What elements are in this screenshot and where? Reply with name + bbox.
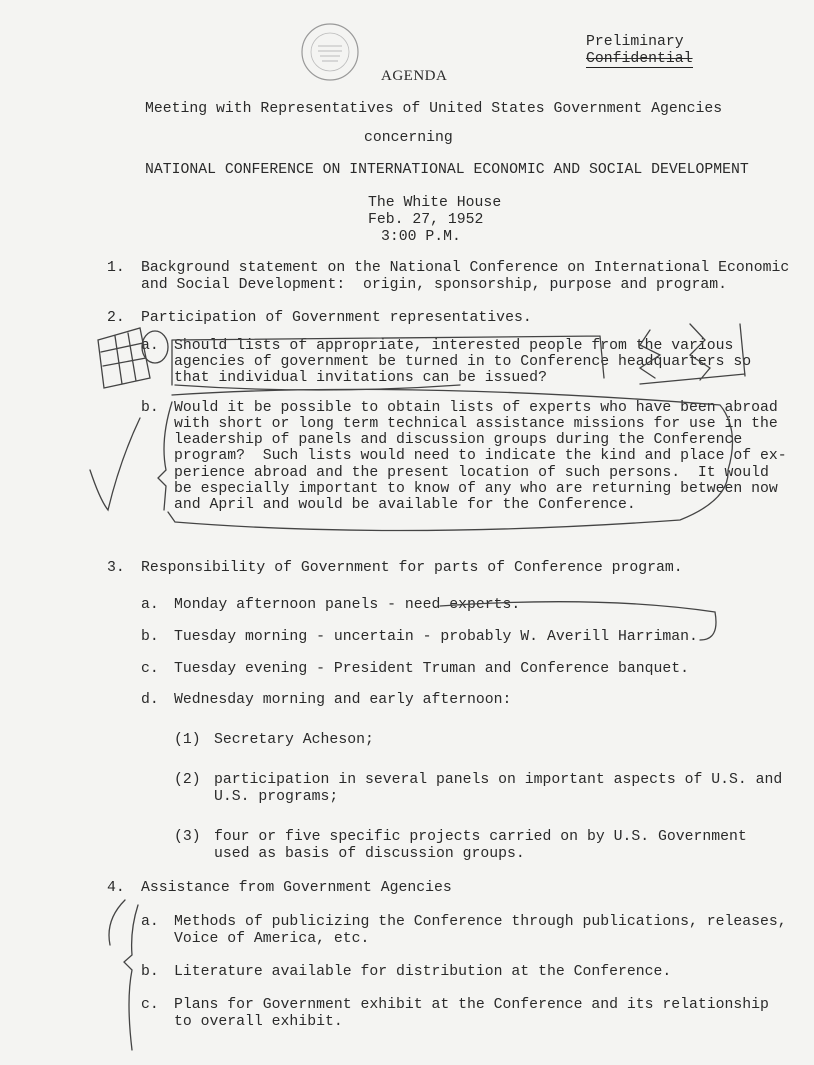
subitem-text: Tuesday morning - uncertain - probably W. Averill Harriman.	[174, 629, 698, 645]
subitem-text: Tuesday evening - President Truman and Conference banquet.	[174, 661, 690, 677]
subitem-number: a.	[141, 338, 159, 354]
status-preliminary: Preliminary	[586, 34, 684, 50]
status-confidential-struck: Confidential	[586, 51, 693, 67]
subsubitem-number: (2)	[174, 772, 201, 788]
item-number: 3.	[107, 560, 125, 576]
page-title: AGENDA	[381, 68, 448, 84]
subitem-text: program? Such lists would need to indicate the kind and place of ex-	[174, 448, 787, 464]
subitem-number: c.	[141, 997, 159, 1013]
item-number: 2.	[107, 310, 125, 326]
subsubitem-number: (1)	[174, 732, 201, 748]
subsubitem-number: (3)	[174, 829, 201, 845]
subitem-text: Voice of America, etc.	[174, 931, 370, 947]
subitem-number: a.	[141, 597, 159, 613]
subitem-text: and April and would be available for the Conference.	[174, 497, 636, 513]
subitem-text: Methods of publicizing the Conference through publications, releases,	[174, 914, 787, 930]
subitem-number: a.	[141, 914, 159, 930]
subitem-number: b.	[141, 629, 159, 645]
subitem-number: b.	[141, 400, 159, 416]
subsubitem-text: participation in several panels on important aspects of U.S. and	[214, 772, 783, 788]
subsubitem-text: four or five specific projects carried on by U.S. Government	[214, 829, 747, 845]
subitem-text: leadership of panels and discussion groups during the Conference	[174, 432, 743, 448]
subsubitem-text: used as basis of discussion groups.	[214, 846, 525, 862]
item-text: Assistance from Government Agencies	[141, 880, 452, 896]
subitem-text: Should lists of appropriate, interested people from the various	[174, 338, 734, 354]
subsubitem-text: U.S. programs;	[214, 789, 339, 805]
subitem-text: Literature available for distribution at the Conference.	[174, 964, 672, 980]
meeting-date: Feb. 27, 1952	[368, 212, 484, 228]
item-text: Responsibility of Government for parts of Conference program.	[141, 560, 683, 576]
subitem-number: b.	[141, 964, 159, 980]
subitem-text: Wednesday morning and early afternoon:	[174, 692, 512, 708]
item-text: Background statement on the National Conference on International Economic	[141, 260, 790, 276]
conference-name: NATIONAL CONFERENCE ON INTERNATIONAL ECONOMIC AND SOCIAL DEVELOPMENT	[145, 162, 749, 178]
item-number: 1.	[107, 260, 125, 276]
meeting-time: 3:00 P.M.	[381, 229, 461, 245]
subitem-text: Monday afternoon panels - need experts.	[174, 597, 521, 613]
item-text: Participation of Government representatives.	[141, 310, 532, 326]
subitem-text: Plans for Government exhibit at the Conference and its relationship	[174, 997, 769, 1013]
concerning-line: concerning	[364, 130, 453, 146]
subitem-text: to overall exhibit.	[174, 1014, 343, 1030]
subitem-text: agencies of government be turned in to Conference headquarters so	[174, 354, 752, 370]
subitem-number: c.	[141, 661, 159, 677]
subitem-text: Would it be possible to obtain lists of experts who have been abroad	[174, 400, 778, 416]
subitem-text: that individual invitations can be issued?	[174, 370, 547, 386]
subitem-number: d.	[141, 692, 159, 708]
meeting-line: Meeting with Representatives of United States Government Agencies	[145, 101, 723, 117]
subsubitem-text: Secretary Acheson;	[214, 732, 374, 748]
subitem-text: with short or long term technical assistance missions for use in the	[174, 416, 778, 432]
subitem-text: be especially important to know of any who are returning between now	[174, 481, 778, 497]
item-number: 4.	[107, 880, 125, 896]
subitem-text: perience abroad and the present location of such persons. It would	[174, 465, 769, 481]
meeting-place: The White House	[368, 195, 502, 211]
item-text: and Social Development: origin, sponsorship, purpose and program.	[141, 277, 728, 293]
